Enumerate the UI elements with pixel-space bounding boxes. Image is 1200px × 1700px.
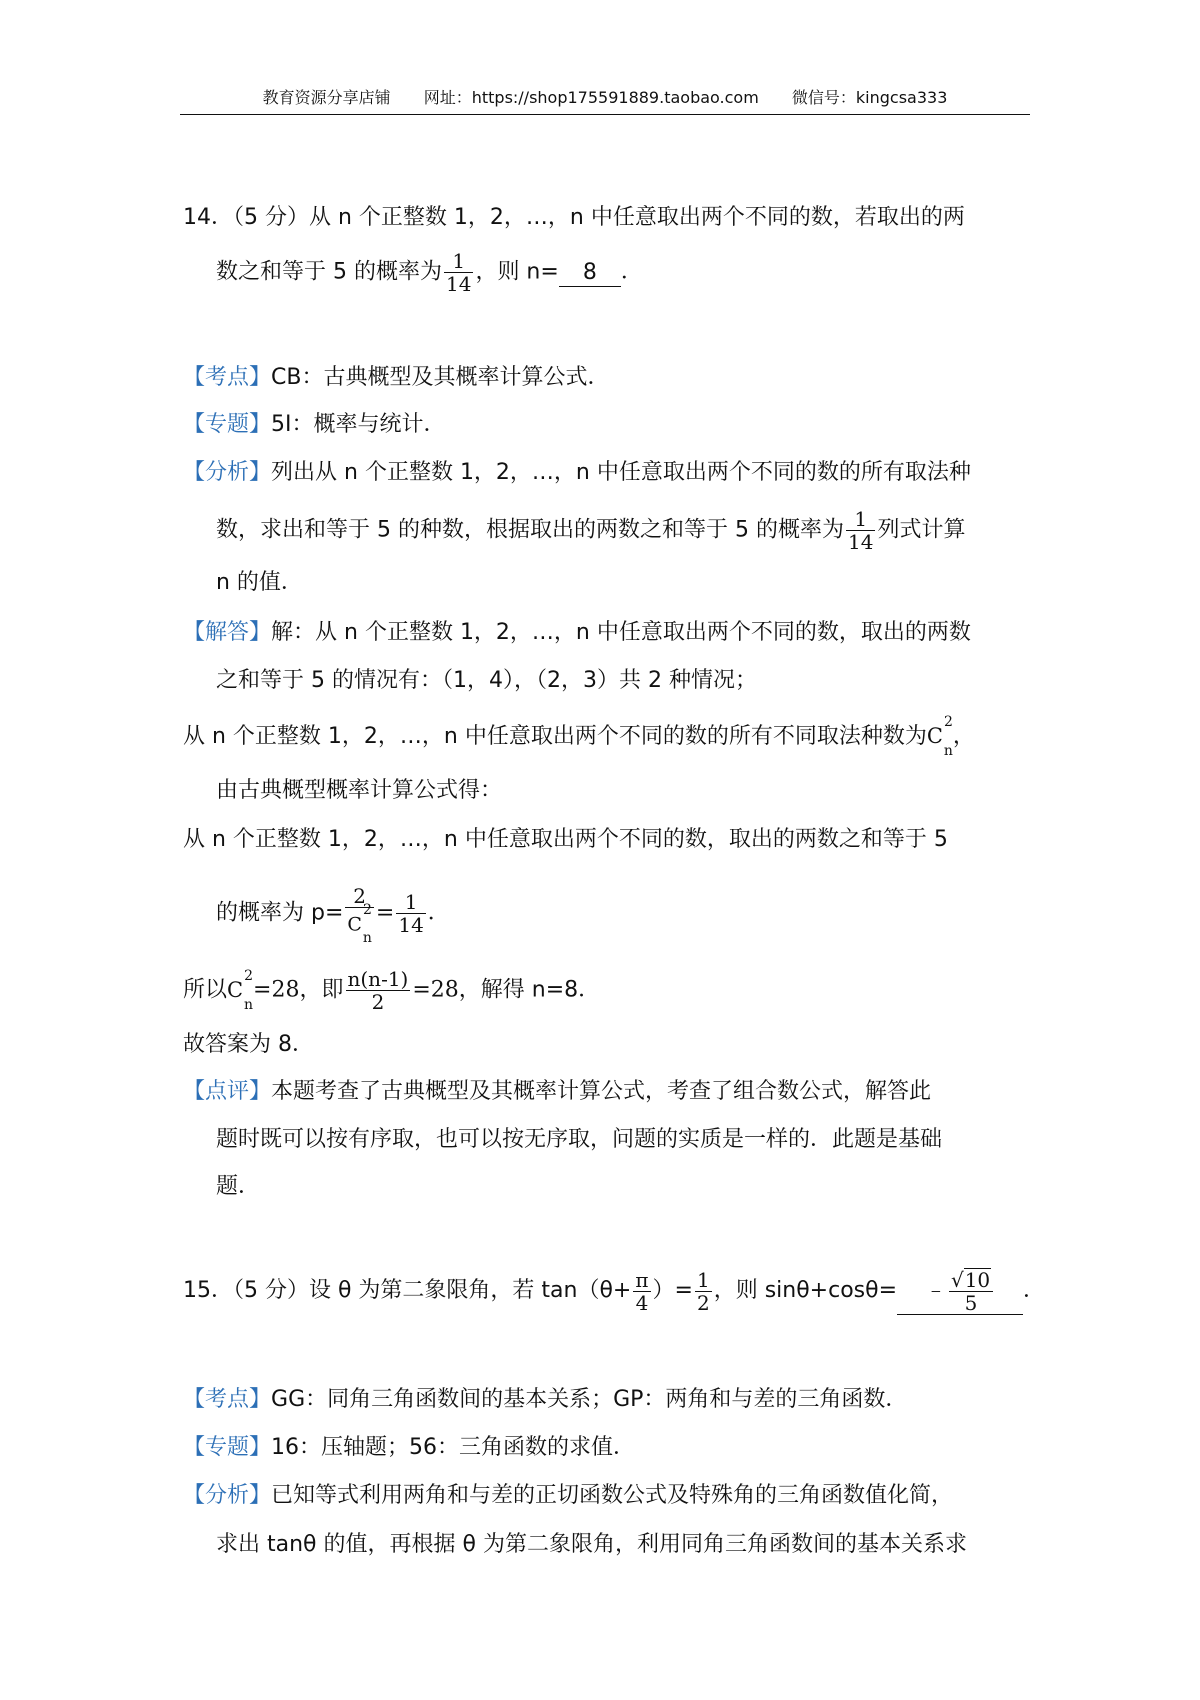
q15-fenxi-text1: 已知等式利用两角和与差的正切函数公式及特殊角的三角函数值化简， xyxy=(271,1483,954,1508)
sqrt-radicand: 10 xyxy=(964,1268,991,1292)
q14-jieda-line8: 故答案为 8． xyxy=(183,1032,314,1057)
q14-jieda-line6 xyxy=(216,884,450,947)
q14-dianping-line2: 题时既可以按有序取，也可以按无序取，问题的实质是一样的．此题是基础 xyxy=(216,1127,943,1152)
q15-stem-text: 15．（5 分）设 θ 为第二象限角，若 tan（θ+ xyxy=(183,1278,632,1303)
tag-kaodian: 【考点】 xyxy=(183,365,272,390)
p-eq: = xyxy=(375,900,395,926)
q14-zhuanti-text: 5I：概率与统计． xyxy=(271,412,446,437)
q14-answer-blank: 8 xyxy=(559,260,621,287)
q14-fenxi-text2b: 列式计算 xyxy=(877,517,966,543)
q14-frac-den: 14 xyxy=(445,272,472,296)
q14-jieda-line4: 由古典概型概率计算公式得： xyxy=(216,778,503,803)
q14-jieda-line5: 从 n 个正整数 1，2，…，n 中任意取出两个不同的数，取出的两数之和等于 5 xyxy=(183,827,948,852)
nn-num: n(n-1) xyxy=(347,967,409,991)
q14-stem-end: ． xyxy=(620,259,643,285)
p-frac-num: 2 xyxy=(345,885,374,908)
q14-jieda-line7 xyxy=(183,968,600,1013)
q15-answer-blank xyxy=(897,1268,1023,1315)
header-wechat: 微信号：kingcsa333 xyxy=(791,88,948,107)
q14-jieda-text7: 所以 xyxy=(183,977,228,1003)
p-den-sub: n xyxy=(362,930,372,947)
sqrt-sign: √ xyxy=(950,1268,964,1292)
p-den-comb xyxy=(347,902,372,947)
header-url: 网址：https://shop175591889.taobao.com xyxy=(423,88,759,107)
q14-dianping-text1: 本题考查了古典概型及其概率计算公式，考查了组合数公式，解答此 xyxy=(271,1079,932,1104)
q14-jieda-text7b: ，即 xyxy=(299,977,344,1003)
combination-c-n-2 xyxy=(927,716,953,759)
tag-zhuanti: 【专题】 xyxy=(183,412,272,437)
tag-zhuanti-15: 【专题】 xyxy=(183,1435,272,1460)
q14-jieda-text3: 从 n 个正整数 1，2，…，n 中任意取出两个不同的数的所有不同取法种数为 xyxy=(183,724,927,749)
q15-stem-end: ． xyxy=(1023,1278,1046,1303)
p-result-den: 14 xyxy=(398,913,424,938)
q14-stem-line2 xyxy=(216,250,643,295)
q14-jieda-line1 xyxy=(183,618,971,648)
q14-stem-mid: ，则 n= xyxy=(475,259,559,285)
q14-jieda-text6: 的概率为 p= xyxy=(216,900,344,926)
p-den-letter: C xyxy=(347,913,362,936)
q15-ans-fraction xyxy=(949,1268,993,1314)
q14-jieda-comma: ， xyxy=(952,724,975,749)
q15-kaodian-text: GG：同角三角函数间的基本关系；GP：两角和与差的三角函数． xyxy=(271,1387,908,1412)
p-frac-den xyxy=(345,902,374,947)
comb2-sub: n xyxy=(244,996,254,1013)
tag-fenxi-15: 【分析】 xyxy=(183,1483,272,1508)
half-den: 2 xyxy=(696,1290,710,1315)
comb-letter: C xyxy=(926,724,943,748)
tag-jieda: 【解答】 xyxy=(183,620,272,645)
q15-ans-den: 5 xyxy=(964,1291,978,1315)
nn-fraction xyxy=(346,968,411,1013)
q14-fraction xyxy=(444,250,473,295)
p-result-fraction xyxy=(396,891,425,936)
pi-den: 4 xyxy=(635,1290,649,1315)
pi-num: π xyxy=(635,1267,649,1292)
comb-sup: 2 xyxy=(943,714,953,730)
q14-jieda-line3 xyxy=(183,716,975,759)
q15-fenxi-line1 xyxy=(183,1481,953,1511)
q14-zhuanti xyxy=(183,410,446,440)
q15-stem-mid: ）= xyxy=(652,1278,693,1303)
q14-fenxi-line3: n 的值． xyxy=(216,570,303,595)
q14-fenxi-line1 xyxy=(183,458,971,488)
q14-frac-num: 1 xyxy=(444,250,473,273)
q15-ans-num xyxy=(949,1268,993,1292)
comb-eq-28 xyxy=(227,967,254,1013)
half-num: 1 xyxy=(696,1267,710,1292)
q15-kaodian xyxy=(183,1385,907,1415)
p-result-num: 1 xyxy=(396,891,425,914)
q14-fenxi-text1: 列出从 n 个正整数 1，2，…，n 中任意取出两个不同的数的所有取法种 xyxy=(271,460,971,485)
pi-over-4 xyxy=(633,1269,650,1314)
q15-zhuanti xyxy=(183,1433,635,1463)
q15-stem-line1 xyxy=(183,1268,1045,1315)
eq-28-a: =28 xyxy=(253,977,300,1003)
tag-fenxi: 【分析】 xyxy=(183,460,272,485)
comb-sub: n xyxy=(943,743,953,760)
q14-fenxi-fraction xyxy=(846,508,875,553)
q14-fenxi-line2 xyxy=(216,508,965,553)
q14-fenxi-text2: 数，求出和等于 5 的种数，根据取出的两数之和等于 5 的概率为 xyxy=(216,517,844,543)
tag-kaodian-15: 【考点】 xyxy=(183,1387,272,1412)
p-fraction xyxy=(345,884,374,947)
q14-fenxi-frac-num: 1 xyxy=(846,508,875,531)
q15-stem-mid2: ，则 sinθ+cosθ= xyxy=(713,1278,898,1303)
comb2-letter: C xyxy=(227,977,244,1002)
p-den-sup: 2 xyxy=(362,902,372,918)
q14-stem-line1: 14．（5 分）从 n 个正整数 1，2，…，n 中任意取出两个不同的数，若取出的两 xyxy=(183,205,965,230)
header-shop: 教育资源分享店铺 xyxy=(262,88,391,107)
q14-jieda-text1: 解：从 n 个正整数 1，2，…，n 中任意取出两个不同的数，取出的两数 xyxy=(271,620,971,645)
q14-stem-text: 数之和等于 5 的概率为 xyxy=(216,259,442,285)
q14-jieda-line2: 之和等于 5 的情况有：（1，4），（2，3）共 2 种情况； xyxy=(216,668,757,693)
eq-28-b: =28 xyxy=(412,977,459,1003)
q14-jieda-text7c: ，解得 n=8． xyxy=(458,977,601,1003)
q15-ans-neg: ﹣ xyxy=(924,1278,947,1303)
q14-kaodian-text: CB：古典概型及其概率计算公式． xyxy=(271,365,610,390)
q15-zhuanti-text: 16：压轴题；56：三角函数的求值． xyxy=(271,1435,636,1460)
q14-fenxi-frac-den: 14 xyxy=(847,530,874,554)
sqrt-10 xyxy=(951,1268,991,1291)
q14-kaodian xyxy=(183,363,609,393)
nn-den: 2 xyxy=(371,990,385,1014)
q14-dianping-line1 xyxy=(183,1077,931,1107)
tag-dianping: 【点评】 xyxy=(183,1079,272,1104)
p-dot: ． xyxy=(427,900,450,926)
q14-dianping-line3: 题． xyxy=(216,1174,261,1199)
comb2-sup: 2 xyxy=(244,967,254,984)
half-fraction xyxy=(695,1269,712,1314)
q15-fenxi-line2: 求出 tanθ 的值，再根据 θ 为第二象限角，利用同角三角函数间的基本关系求 xyxy=(216,1532,967,1557)
page-header xyxy=(180,82,1030,115)
